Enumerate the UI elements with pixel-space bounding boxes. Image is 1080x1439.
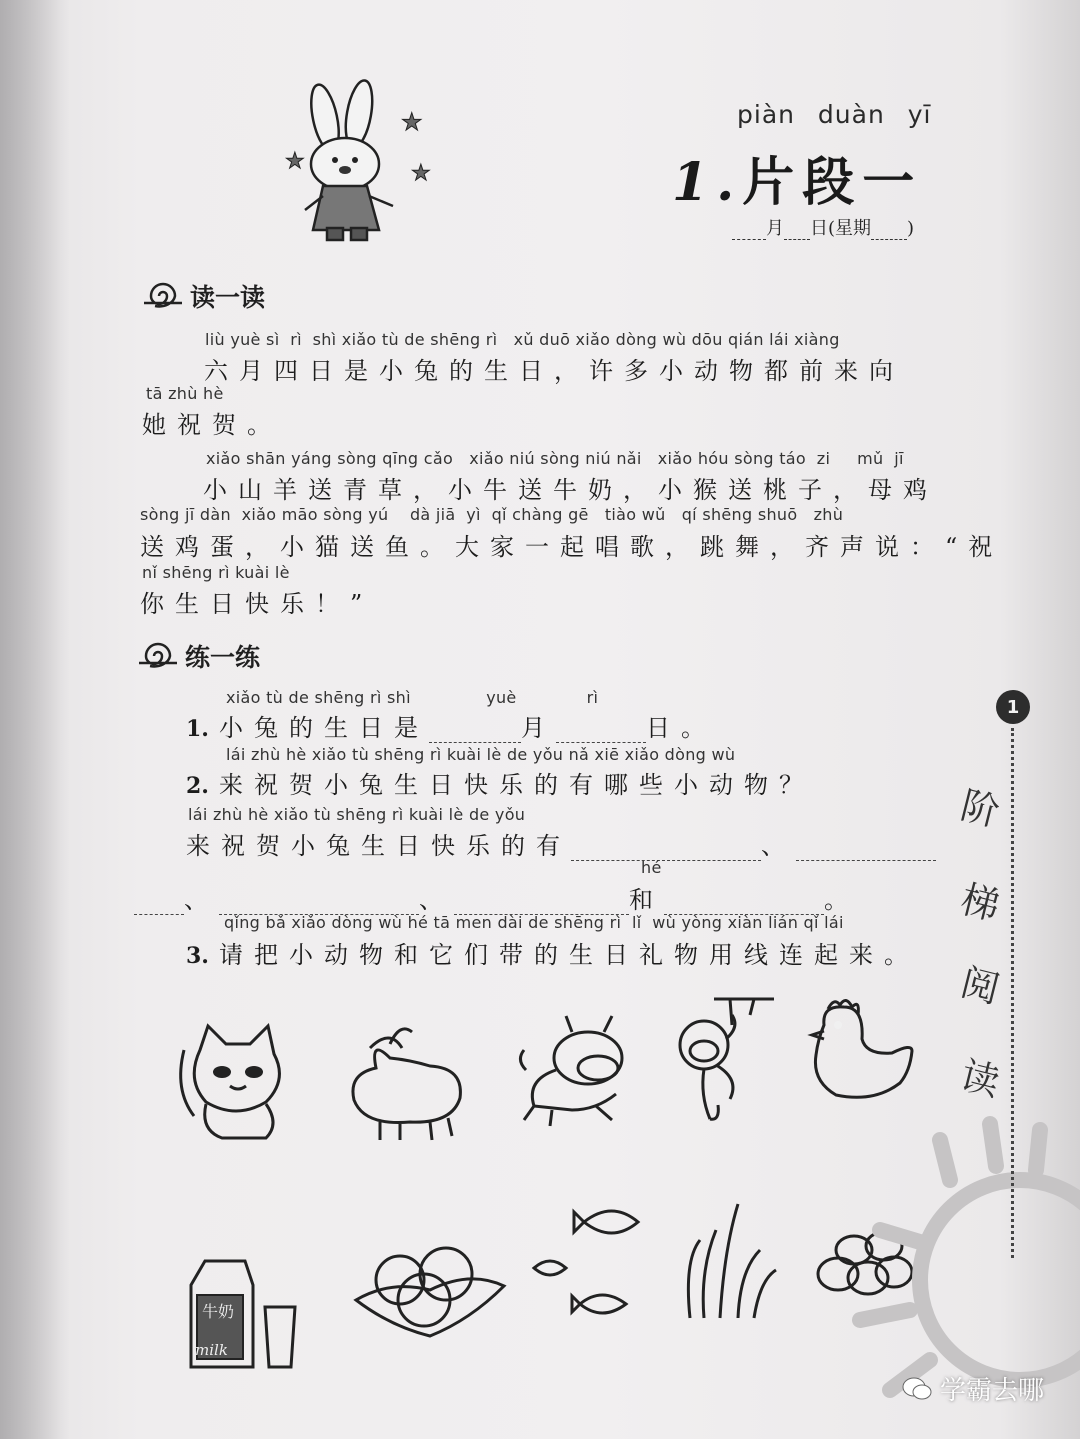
answer-blank-5[interactable] [454,893,629,915]
practice-heading-text: 练一练 [185,643,261,672]
q1-text-a: 小兔的生日是 [218,714,429,742]
date-day-label: 日(星期 [810,218,872,239]
page-title [672,140,922,215]
q1-day-blank[interactable] [556,721,646,743]
watermark-text: 学霸去哪 [940,1376,1045,1406]
answer-blank-3[interactable] [134,893,184,915]
practice-section-heading [135,638,260,674]
day-blank[interactable] [784,224,810,240]
q2-answer-line-2 [134,880,859,915]
q2-number: 2. [186,773,209,799]
read-heading-text: 读一读 [190,283,266,312]
he-text: 和 [629,886,664,914]
title-pinyin: piàn duàn yī [737,100,932,129]
answer-blank-2[interactable] [796,839,936,861]
spine-shadow [0,0,70,1439]
title-number: 1. [672,152,743,213]
page-number-badge: 1 [996,690,1030,724]
q1-line [186,708,716,743]
answer-blank-6[interactable] [664,893,824,915]
grass-picture[interactable] [680,1200,780,1325]
side-tab-char-3: 阅 [956,959,1004,1012]
q2-answer-pinyin: lái zhù hè xiǎo tù shēng rì kuài lè de yǒu [188,805,526,824]
q3-text: 请把小动物和它们带的生日礼物用线连起来。 [218,941,919,969]
side-tab-char-4: 读 [956,1052,1004,1105]
read-line-4-text: 送鸡蛋，小猫送鱼。大家一起唱歌，跳舞，齐声说：“祝 [140,533,1004,561]
sun-decoration [820,1110,1080,1410]
q2-text: 来祝贺小兔生日快乐的有哪些小动物？ [218,771,814,799]
q3-line [186,935,919,970]
read-line-1-pinyin: liù yuè sì rì shì xiǎo tù de shēng rì xǔ duō xiǎo dòng wù dōu qián lái xiàng [205,330,840,349]
q1-month-blank[interactable] [429,721,521,743]
date-month-label: 月 [766,218,784,239]
date-line [732,214,914,240]
answer-blank-1[interactable] [571,839,761,861]
milk-label-en: milk [195,1341,228,1359]
read-line-3-text: 小山羊送青草，小牛送牛奶，小猴送桃子，母鸡 [203,476,938,504]
read-section-heading [140,278,265,314]
separator: 、 [761,832,796,860]
q3-number: 3. [186,943,209,969]
read-line-3-pinyin: xiǎo shān yáng sòng qīng cǎo xiǎo niú sòng niú nǎi xiǎo hóu sòng táo zi mǔ jī [206,449,904,468]
wechat-icon [902,1377,932,1401]
q2-answer-text: 来祝贺小兔生日快乐的有 [186,832,571,860]
month-blank[interactable] [732,224,766,240]
svg-text:★: ★ [411,161,431,186]
period: 。 [824,886,859,914]
q2-pinyin: lái zhù hè xiǎo tù shēng rì kuài lè de yǒu nǎ xiē xiǎo dòng wù [226,745,736,764]
hen-picture[interactable] [804,995,920,1110]
goat-picture[interactable] [340,1018,480,1143]
separator: 、 [184,886,219,914]
rabbit-illustration [283,78,443,248]
q2-line [186,765,814,800]
q1-number: 1. [186,716,209,742]
read-line-2-pinyin: tā zhù hè [146,384,224,403]
side-tab-char-1: 阶 [956,782,1004,835]
separator: 、 [419,886,454,914]
read-line-2-text: 她祝贺。 [142,411,282,439]
q1-text-b: 月 [520,714,556,742]
swirl-icon [135,641,181,671]
read-line-5-pinyin: nǐ shēng rì kuài lè [142,563,290,582]
side-tab-dotted-line [1011,728,1014,1258]
watermark [902,1370,1044,1407]
read-line-1-text: 六月四日是小兔的生日，许多小动物都前来向 [204,357,904,385]
cat-picture[interactable] [170,1020,300,1145]
he-pinyin: hé [641,858,662,877]
title-text: 片段一 [742,152,923,213]
swirl-icon [140,281,186,311]
svg-text:★: ★ [401,108,423,136]
q3-pinyin: qǐng bǎ xiǎo dòng wù hé tā men dài de shēng rì lǐ wù yòng xiàn lián qǐ lái [224,913,844,932]
milk-picture[interactable] [185,1255,305,1375]
q2-answer-line [186,826,936,861]
peaches-picture[interactable] [350,1230,510,1345]
cow-picture[interactable] [516,1010,646,1130]
q1-pinyin: xiǎo tù de shēng rì shì yuè rì [226,688,599,707]
weekday-blank[interactable] [871,224,907,240]
read-line-4-pinyin: sòng jī dàn xiǎo māo sòng yú dà jiā yì qǐ chàng gē tiào wǔ qí shēng shuō zhù [140,505,844,524]
answer-blank-4[interactable] [219,893,419,915]
read-line-5-text: 你生日快乐！” [140,590,374,618]
fish-picture[interactable] [528,1200,648,1330]
side-tab-char-2: 梯 [956,876,1004,929]
date-close: ) [907,218,915,239]
monkey-picture[interactable] [670,995,780,1125]
svg-text:★: ★ [285,149,305,174]
milk-label-cn: 牛奶 [202,1302,235,1321]
q1-text-c: 日。 [645,714,716,742]
